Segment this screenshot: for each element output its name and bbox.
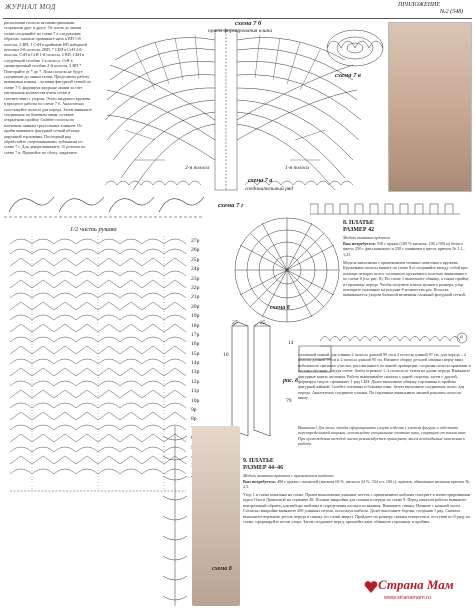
scheme-7g-label: схема 7 г xyxy=(218,202,244,209)
dress9-title: 9. ПЛАТЬЕ xyxy=(243,458,274,464)
dress8-needed-text: 550 г пряжи (100 % вискоза; 100 г/300 м) белого цвета; 250 г фисташкового и 250 г оливкового цвета; крючок № 1,1–1,25. xyxy=(343,241,465,257)
magazine-logo: ЖУРНАЛ МОД xyxy=(5,3,57,11)
reception-label: прием формирования клина xyxy=(208,28,273,34)
row-label: 11р xyxy=(191,388,200,395)
dress9-body: Узор 1 и схема показаны на схеме. Прием выполнения длинных петель с применением шаблона смотрите в иллюстрированном курсе Ольги Даниловой на странице 48. Полные выкройки для спинки и переда по схеме 9. Перед началом работы вывяжите контрольный образец для выбора шаблона и определения плотности вязания. Вывяжите спинку. Начните с нижней части. Согласно выкройке вывяжите 200 длинных петель, используя шаблон. Далее выполните бортик, соединив 1 ряд. Сначала выполните верхнюю деталь переда и спинку (от талии вверх). Пройдите по размеру спинки отверстия и, отступив по 8 ряду по схеме, сформируйте петли узора. Затем соедините перед, пришейте кант, обвяжите горловину и проймы. xyxy=(243,492,471,525)
dress9-size: РАЗМЕР 44–46 xyxy=(243,465,284,471)
row-label: 27р xyxy=(191,238,200,244)
dress8-needed xyxy=(343,241,471,257)
dress8-size: РАЗМЕР 42 xyxy=(343,227,375,233)
watermark-heart-icon xyxy=(364,580,378,594)
row-label: 17р xyxy=(191,331,200,338)
header-rule xyxy=(3,18,472,19)
model-photo-bottom xyxy=(192,426,240,606)
scheme-8-strip xyxy=(160,426,190,606)
dress8-title: 8. ПЛАТЬЕ xyxy=(343,220,374,226)
dress8-body: Модель выполнена с применением техники ленточного кружева. Кружевные полосы вяжите по схеме 8 и соединяйте между собой при помощи четырех полос сплошного кружевного полотна, вывязанного по схеме 8 (см. рис. 8). По схеме 1 выполните обвязку, а также пройму и горловину переда. Чтобы получить платье нужного размера, узор повторите указанное на рисунке 8 количество раз. Полоска вывязывается узором большой величины сложный фигурной сеткой. xyxy=(343,260,469,298)
row-label: 24р xyxy=(191,266,200,273)
row-label: 12р xyxy=(191,378,200,385)
dress9-needed xyxy=(243,479,471,490)
dress8-subtitle: Модель вывязана крючком xyxy=(343,235,390,240)
watermark-url: www.stranamam.ru xyxy=(384,595,432,601)
row-label: 10р xyxy=(191,397,200,404)
measure-27: 27 xyxy=(232,320,238,326)
scheme-7b-label: схема 7 б xyxy=(235,20,262,27)
dress9-subtitle: Модель вывязана крючком с применением шаблона xyxy=(243,473,334,478)
dress9-needed-text: 400 г пряжи с вискозой (вискоза 66 %, вискоза 34 %; 334 м х 100 г); крючок, обвязанное нитками крючок № 2,5. xyxy=(243,479,470,490)
row-label: 25р xyxy=(191,256,200,263)
row-label: 20р xyxy=(191,303,200,310)
row-label: 22р xyxy=(191,284,200,291)
row-label: 23р xyxy=(191,275,200,282)
measure-16: 16 xyxy=(223,352,229,358)
scheme-7a-label: схема 7 а xyxy=(248,178,273,184)
issue-number: №2 (548) xyxy=(440,9,464,15)
scheme-8-label-bottom: схема 8 xyxy=(212,566,232,572)
measure-14: 14 xyxy=(288,340,294,346)
row-label: 16р xyxy=(191,341,200,348)
technique-illustrations xyxy=(4,182,204,224)
row-label: 13р xyxy=(191,369,200,376)
watermark-logo: Страна Мам xyxy=(378,577,454,592)
measure-25: 25 xyxy=(260,320,266,326)
dress8-assembly-text: сплошной тонкой для спинки 2 полосы длиной 99 см и 2 полосы длиной 97 см, для переда – 2 полосы длиной 99 см и 2 полосы длиной 95 см. Начните сборку деталей спинки сверху вниз небольшого цветного участка, рассчитанного по вашей пропорции, соединяя полосы прямыми и косыми петлями, следуя схеме. Затем отрежьте 1–2 полосы от талии на длине переда. Вывяжите фигурные канты ластиком. Работу вывязывайте сначала с одной стороны, затем с другой, формируя силуэт, провяжите 1 ряд СБН. Далее выполните обвязку горловины и проймы фигурной каймой. Сшейте плечевые и боковые швы. Затем выполните соединение полос для переда. Аналогично соедините планки. По горловине вывязывать линией ракушки полосок внизу. xyxy=(298,352,471,401)
edge-strip xyxy=(320,330,470,352)
row-label: 19р xyxy=(191,313,200,320)
dress8-attention: Внимание! Для того, чтобы сформировать силуэт изделия с учетом фигуры и избежать переопределенной ширины, используйте специальные плотные швы, сокращая от талии вниз. При прохождении каждой части рекомендуется примерять, внося необходимые изменения в работу. xyxy=(298,425,467,447)
assembly-instructions: расположив полосы несимметричными сторонами друг к другу. От плеча до линии талии соединяйте по схеме 7 а следующим образом: сначала провяжите нить к ВП 1-й полосы, 2 ВП, 1 СтН в крайнюю ВП наборной цепочки 2-й полосы, 2ВП, * СБН в СтН 2-й полосы, СтН в СтН 1-й полосы, 2 ВП, СБН в следующий столбик 1-я полоса, СтН в симметричный столбик 2-й полосы, 2 ВП *. Повторяйте от * до *. Пока полосы не будут соединены до линии талии. Продолжите работу вывязывая клинья – вставки фигурной сеткой по схеме 7 б, формируя ажурные линии за счет увеличения количества ячеек сетки в соответствии с узором. Этого ажурного кружева в процессе работы по схеме 7 б. Аналогично соостыкуйте полосы для переда. Затем вывяжите соединение по боковым швам, оставив открытыми пройму. Сшейте полосы по плечевым линиям треугольных клиньев. От пройм вывяжите фигурной сеткой обтачку окружной горловины. Последний ряд обработайте «черемыжными» зубчиками по схеме 7 г. Для декора вывяжите 15 розочек по схеме 7 в. Пришейте их сбоку, закрепите. xyxy=(4,20,92,155)
row-label: 18р xyxy=(191,322,200,329)
dress8-needed-label: Вам потребуется: xyxy=(343,241,376,246)
row-label: 8р xyxy=(191,416,197,423)
circle-a-label: а xyxy=(460,334,463,340)
fig-8-label: рис. 8 xyxy=(283,378,298,384)
dress8-pattern-pieces xyxy=(228,320,288,440)
row-label: 26р xyxy=(191,247,200,254)
dress9-needed-label: Вам потребуется: xyxy=(243,479,276,484)
measure-79: 79 xyxy=(286,398,292,404)
scheme-7v-label: схема 7 в xyxy=(335,72,361,79)
appendix-label: ПРИЛОЖЕНИЕ xyxy=(398,2,440,8)
scheme-7v-rose xyxy=(320,20,390,70)
row-label: 15р xyxy=(191,350,200,357)
strip-2-label: 2-я полоса xyxy=(185,165,210,171)
strip-1-label: 1-я полоса xyxy=(285,165,310,171)
row-label: 21р xyxy=(191,294,200,301)
row-label: 9р xyxy=(191,407,197,414)
row-label: 14р xyxy=(191,360,200,367)
half-sleeve-label: 1/2 часть рукава xyxy=(70,226,117,233)
scheme-8-label-top: схема 8 xyxy=(270,305,290,311)
model-photo-top xyxy=(388,22,472,192)
connecting-row-label: соединительный ряд xyxy=(245,186,294,192)
